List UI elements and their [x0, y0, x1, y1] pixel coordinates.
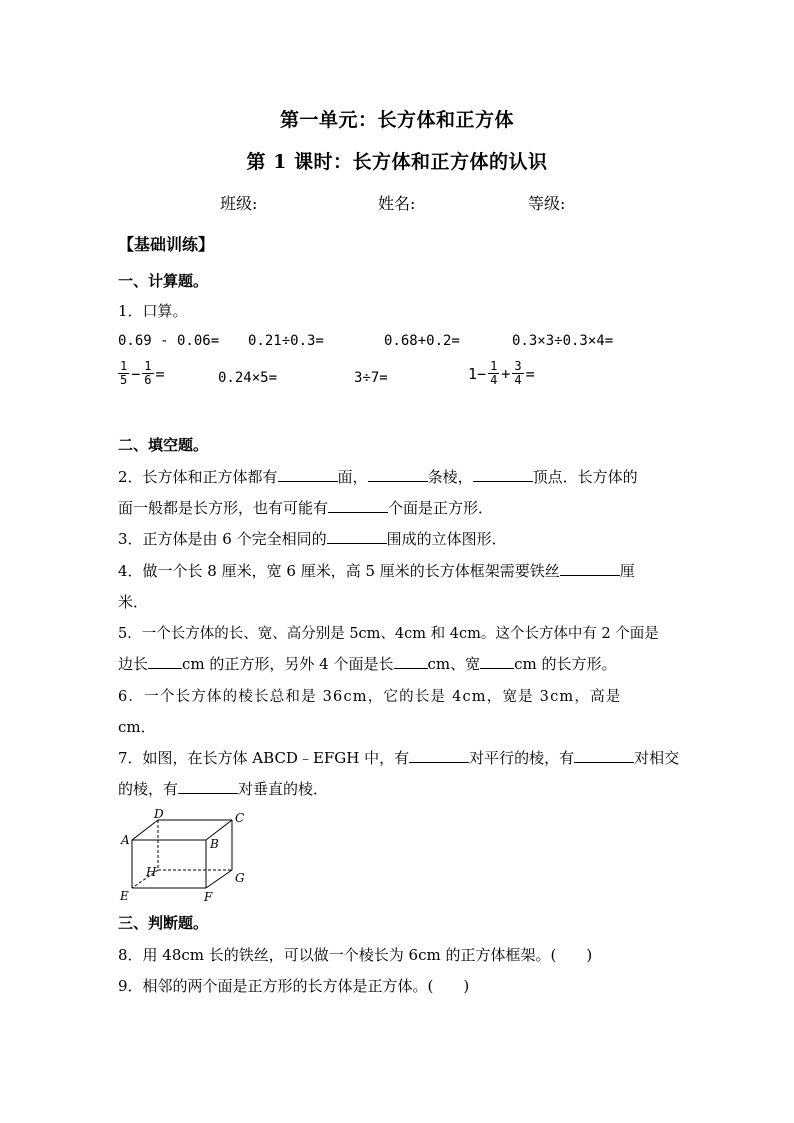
answer-blank[interactable]: [148, 654, 182, 669]
calc-5: 0.24×5=: [218, 370, 278, 386]
question-4: 4．做一个长 8 厘米，宽 6 厘米，高 5 厘米的长方体框架需要铁丝 厘: [118, 562, 635, 580]
vertex-label-e: E: [120, 889, 129, 903]
calc-6: 3÷7=: [354, 370, 388, 386]
question-2: 2．长方体和正方体都有 面， 条棱， 顶点．长方体的: [118, 468, 638, 486]
section1-heading: 一、计算题。: [118, 272, 209, 290]
question-9: 9．相邻的两个面是正方形的长方体是正方体。( ): [118, 977, 470, 995]
cuboid-figure: [118, 808, 258, 904]
question-6-line-2: cm．: [118, 718, 156, 736]
vertex-label-g: G: [235, 871, 245, 885]
vertex-label-d: D: [154, 808, 164, 821]
answer-blank[interactable]: [574, 748, 634, 763]
vertex-label-c: C: [235, 811, 245, 825]
vertex-label-b: B: [210, 837, 219, 851]
answer-blank[interactable]: [178, 779, 238, 794]
fraction: $\frac{3}{4}$: [514, 359, 522, 387]
class-label: 班级:: [220, 194, 258, 213]
page-subtitle: 第 1 课时：长方体和正方体的认识: [246, 151, 548, 173]
question-5: 5．一个长方体的长、宽、高分别是 5cm、4cm 和 4cm。这个长方体中有 2 个面是: [118, 626, 659, 642]
fraction: $\frac{1}{6}$: [144, 359, 152, 387]
question-2-line-2: 面一般都是长方形，也有可能有 个面是正方形．: [118, 499, 494, 517]
question-8: 8．用 48cm 长的铁丝，可以做一个棱长为 6cm 的正方体框架。( ): [118, 946, 593, 964]
grade-label: 等级:: [528, 194, 566, 213]
answer-blank[interactable]: [328, 498, 388, 513]
calc-1: 0.69 - 0.06=: [118, 333, 220, 349]
cuboid-diagram: [118, 808, 258, 904]
answer-blank[interactable]: [278, 467, 338, 482]
answer-blank[interactable]: [368, 467, 428, 482]
calc-4: 0.3×3÷0.3×4=: [512, 333, 614, 349]
fraction: $\frac{1}{5}$: [120, 359, 128, 387]
page-title: 第一单元：长方体和正方体: [279, 109, 514, 131]
question-3: 3．正方体是由 6 个完全相同的 围成的立体图形．: [118, 530, 507, 548]
fraction: $\frac{1}{4}$: [490, 359, 498, 387]
section-basic-heading: 【基础训练】: [118, 235, 215, 254]
question-6: 6．一个长方体的棱长总和是 36cm，它的长是 4cm，宽是 3cm，高是: [118, 689, 622, 705]
question-5-line-2: 边长 cm 的正方形，另外 4 个面是长 cm、宽 cm 的长方形。: [118, 655, 617, 673]
vertex-label-h: H: [146, 865, 157, 879]
calc-fraction-1: $\frac{1}{5}$ − $\frac{1}{6}$ =: [120, 359, 165, 387]
question-7: 7．如图，在长方体 ABCD﹣EFGH 中，有 对平行的棱，有 对相交: [118, 749, 680, 767]
question-7-line-2: 的棱，有 对垂直的棱．: [118, 780, 329, 798]
answer-blank[interactable]: [327, 529, 387, 544]
section3-heading: 三、判断题。: [118, 914, 209, 932]
answer-blank[interactable]: [394, 654, 428, 669]
answer-blank[interactable]: [480, 654, 514, 669]
calc-fraction-2: 1− $\frac{1}{4}$ + $\frac{3}{4}$ =: [468, 359, 535, 387]
vertex-label-a: A: [121, 833, 130, 847]
vertex-label-f: F: [204, 890, 213, 904]
answer-blank[interactable]: [473, 467, 533, 482]
answer-blank[interactable]: [560, 561, 620, 576]
section2-heading: 二、填空题。: [118, 436, 209, 454]
name-label: 姓名:: [378, 194, 416, 213]
calc-2: 0.21÷0.3=: [248, 333, 324, 349]
answer-blank[interactable]: [409, 748, 469, 763]
question-4-line-2: 米．: [118, 593, 149, 611]
calc-3: 0.68+0.2=: [384, 333, 460, 349]
question-1: 1．口算。: [118, 302, 188, 320]
